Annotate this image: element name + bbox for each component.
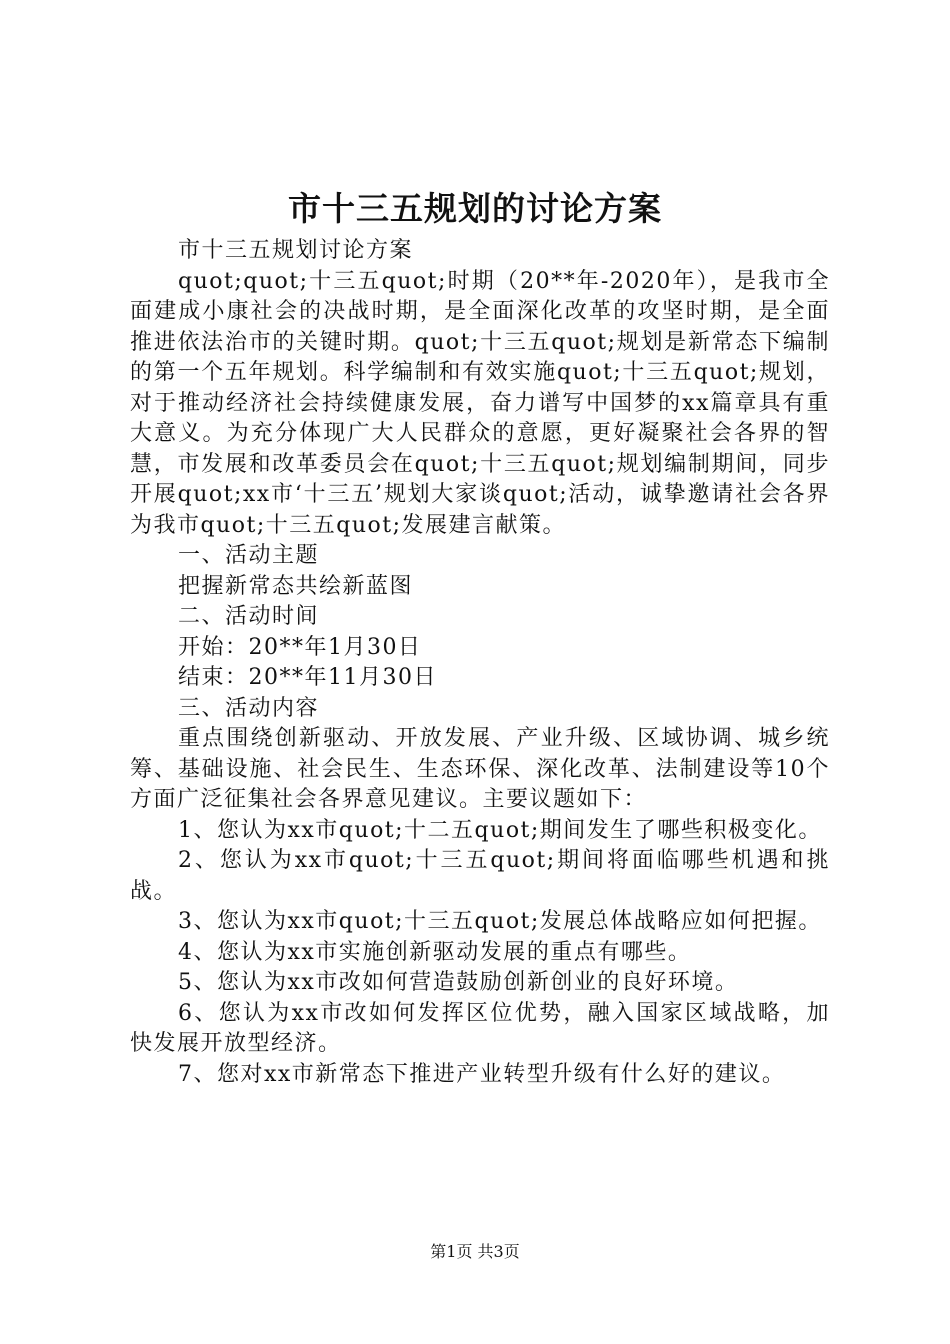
- paragraph-start-date: 开始：20**年1月30日: [178, 634, 422, 660]
- list-item-topic-4: 4、您认为xx市实施创新驱动发展的重点有哪些。: [178, 939, 692, 965]
- heading-activity-content: 三、活动内容: [178, 695, 320, 721]
- paragraph-intro: quot;quot;十三五quot;时期（20**年-2020年），是我市全面建成小康社会的决战时期，是全面深化改革的攻坚时期，是全面推进依法治市的关键时期。quot;十三五quot;规划是新常态下编制的第一个五年规划。科学编制和有效实施quot;十三五quot;规划，对于推动经济社会持续健康发展，奋力谱写中国梦的xx篇章具有重大意义。为充分体现广大人民群众的意愿，更好凝聚社会各界的智慧，市发展和改革委员会在quot;十三五quot;规划编制期间，同步开展quot;xx市‘十三五’规划大家谈quot;活动，诚挚邀请社会各界为我市quot;十三五quot;发展建言献策。: [130, 268, 830, 538]
- list-item-topic-3: 3、您认为xx市quot;十三五quot;发展总体战略应如何把握。: [178, 909, 822, 934]
- paragraph-theme: 把握新常态共绘新蓝图: [178, 573, 414, 599]
- page-footer: 第1页 共3页: [430, 1242, 520, 1261]
- paragraph-subtitle: 市十三五规划讨论方案: [178, 238, 414, 263]
- list-item-topic-6: 6、您认为xx市改如何发挥区位优势，融入国家区域战略，加快发展开放型经济。: [130, 1000, 830, 1056]
- paragraph-content: 重点围绕创新驱动、开放发展、产业升级、区域协调、城乡统筹、基础设施、社会民生、生态环保、深化改革、法制建设等10个方面广泛征集社会各界意见建议。主要议题如下：: [130, 726, 830, 812]
- paragraph-end-date: 结束：20**年11月30日: [178, 665, 437, 690]
- heading-activity-time: 二、活动时间: [178, 604, 320, 629]
- list-item-topic-1: 1、您认为xx市quot;十二五quot;期间发生了哪些积极变化。: [178, 817, 822, 843]
- list-item-topic-2: 2、您认为xx市quot;十三五quot;期间将面临哪些机遇和挑战。: [130, 848, 830, 904]
- list-item-topic-7: 7、您对xx市新常态下推进产业转型升级有什么好的建议。: [178, 1061, 786, 1087]
- heading-activity-theme: 一、活动主题: [178, 543, 320, 568]
- document-body: [130, 236, 830, 1090]
- list-item-topic-5: 5、您认为xx市改如何营造鼓励创新创业的良好环境。: [178, 970, 739, 995]
- document-title: 市十三五规划的讨论方案: [288, 189, 662, 228]
